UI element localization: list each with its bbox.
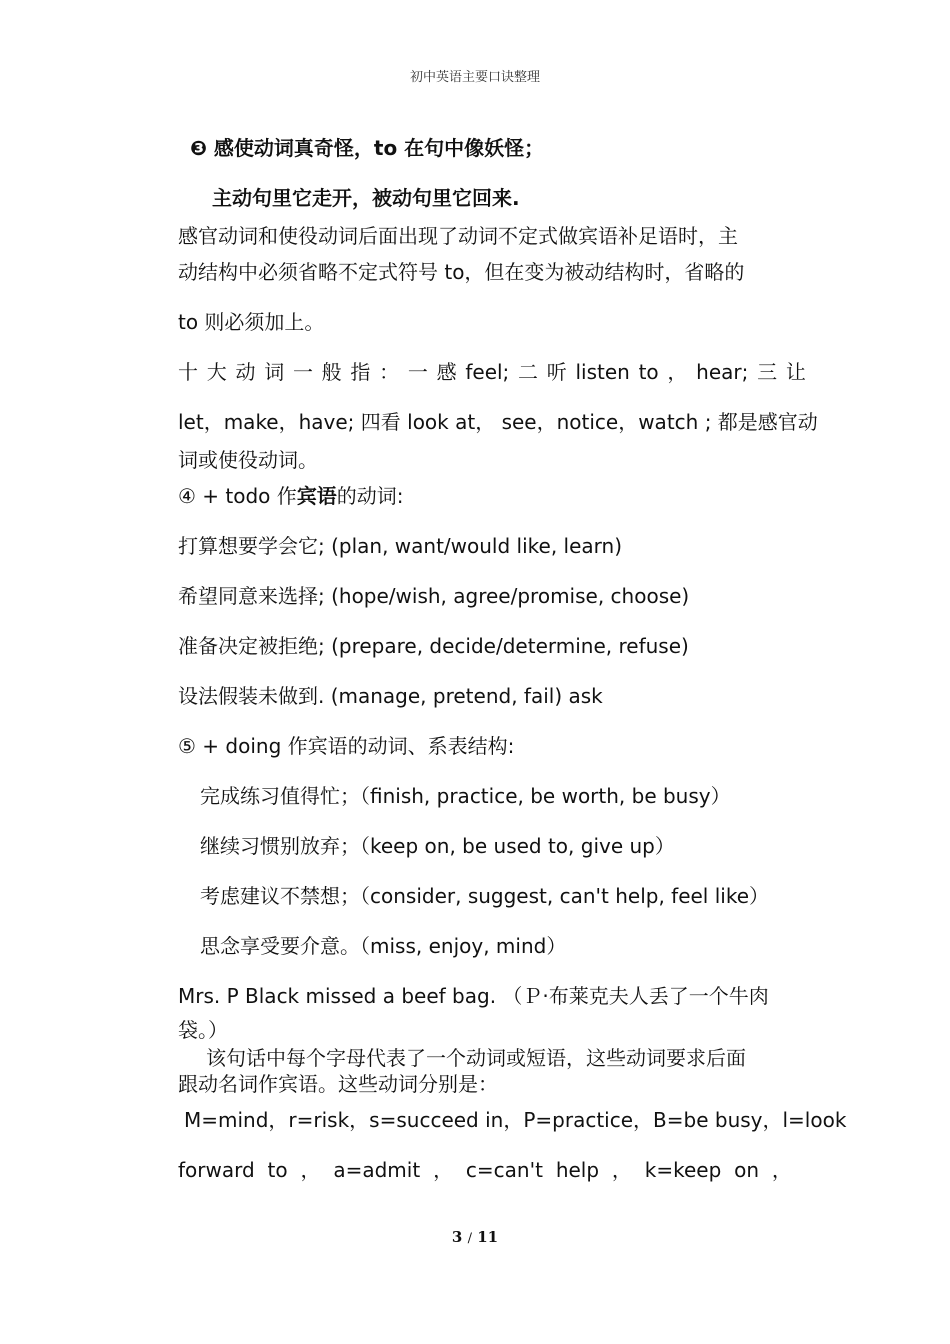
mnemonic-line-1: ❸ 感使动词真奇怪，to 在句中像妖怪； xyxy=(190,136,545,160)
list-item: 思念享受要介意。（miss, enjoy, mind） xyxy=(200,934,567,958)
heading-suffix: 的动词: xyxy=(336,484,404,508)
mapping-token: ， xyxy=(433,1158,454,1182)
page-header: 初中英语主要口诀整理 xyxy=(409,70,540,85)
explanation-line-1: 该句话中每个字母代表了一个动词或短语，这些动词要求后面 xyxy=(206,1046,746,1070)
heading-emphasis: 宾语 xyxy=(296,484,337,508)
section-5-heading: ⑤ + doing 作宾语的动词、系表结构: xyxy=(178,734,515,758)
mnemonic-sentence-line-1: Mrs. P Black missed a beef bag. （Ｐ·布莱克夫人丢了一个牛肉 xyxy=(178,984,769,1008)
list-item: 希望同意来选择; (hope/wish, agree/promise, choose) xyxy=(178,584,690,608)
mapping-token: ， xyxy=(611,1158,632,1182)
mnemonic-sentence-line-2: 袋。） xyxy=(178,1018,228,1042)
verb-list-token: 一 xyxy=(407,360,428,384)
current-page: 3 xyxy=(451,1228,463,1246)
verb-list-token: 动 xyxy=(235,360,256,384)
mapping-token: k=keep xyxy=(644,1158,722,1182)
verb-list-token: 十 xyxy=(178,360,198,384)
list-item: 考虑建议不禁想；（consider, suggest, can't help, feel like） xyxy=(200,884,770,908)
letter-mapping-line-1: M=mind，r=risk，s=succeed in，P=practice，B=be busy，l=look xyxy=(184,1108,847,1132)
mapping-token: c=can't xyxy=(465,1158,543,1182)
verb-list-token: hear; xyxy=(696,360,749,384)
list-item: 设法假装未做到. (manage, pretend, fail) ask xyxy=(178,684,603,708)
mapping-token: to xyxy=(267,1158,288,1182)
verb-list-token: feel; xyxy=(465,360,510,384)
list-item: 继续习惯别放弃；（keep on, be used to, give up） xyxy=(200,834,675,858)
verb-list-line-3: 词或使役动词。 xyxy=(178,448,318,472)
mnemonic-line-2: 主动句里它走开，被动句里它回来. xyxy=(212,186,520,210)
verb-list-token: listen xyxy=(575,360,630,384)
mapping-token: forward xyxy=(178,1158,255,1182)
section-4-heading xyxy=(178,482,404,510)
verb-list-token: to xyxy=(638,360,659,384)
page-separator: / xyxy=(467,1231,472,1246)
verb-list-line-2: let，make，have; 四看 look at， see，notice，watch ; 都是感官动 xyxy=(178,410,818,434)
verb-list-token: 大 xyxy=(206,360,227,384)
verb-list-token: 二 xyxy=(518,360,539,384)
verb-list-token: 听 xyxy=(546,360,567,384)
verb-list-token: 感 xyxy=(436,360,457,384)
verb-list-token: 让 xyxy=(785,360,806,384)
total-pages: 11 xyxy=(477,1228,499,1246)
verb-list-token: 般 xyxy=(321,360,342,384)
mapping-token: on xyxy=(734,1158,760,1182)
verb-list-token: 三 xyxy=(757,360,778,384)
verb-list-token: 词 xyxy=(264,360,285,384)
paragraph-line-1: 感官动词和使役动词后面出现了动词不定式做宾语补足语时，主 xyxy=(178,224,738,248)
paragraph-line-2: 动结构中必须省略不定式符号 to，但在变为被动结构时，省略的 xyxy=(178,260,745,284)
mapping-token: a=admit xyxy=(333,1158,421,1182)
verb-list-token: ： xyxy=(379,360,400,384)
mapping-token: help xyxy=(555,1158,600,1182)
list-item: 准备决定被拒绝; (prepare, decide/determine, refuse) xyxy=(178,634,689,658)
verb-list-line-1 xyxy=(178,358,806,386)
letter-mapping-line-2 xyxy=(178,1156,792,1184)
verb-list-token: 指 xyxy=(350,360,371,384)
heading-prefix: ④ + todo 作 xyxy=(178,484,297,508)
verb-list-token: ， xyxy=(667,360,688,384)
verb-list-token: 一 xyxy=(292,360,313,384)
list-item: 打算想要学会它; (plan, want/would like, learn) xyxy=(178,534,623,558)
paragraph-line-3: to 则必须加上。 xyxy=(178,310,325,334)
mapping-token: ， xyxy=(771,1158,792,1182)
explanation-line-2: 跟动名词作宾语。这些动词分别是： xyxy=(178,1072,498,1096)
mapping-token: ， xyxy=(300,1158,321,1182)
page-number xyxy=(0,1228,950,1246)
list-item: 完成练习值得忙；（finish, practice, be worth, be busy） xyxy=(200,784,731,808)
